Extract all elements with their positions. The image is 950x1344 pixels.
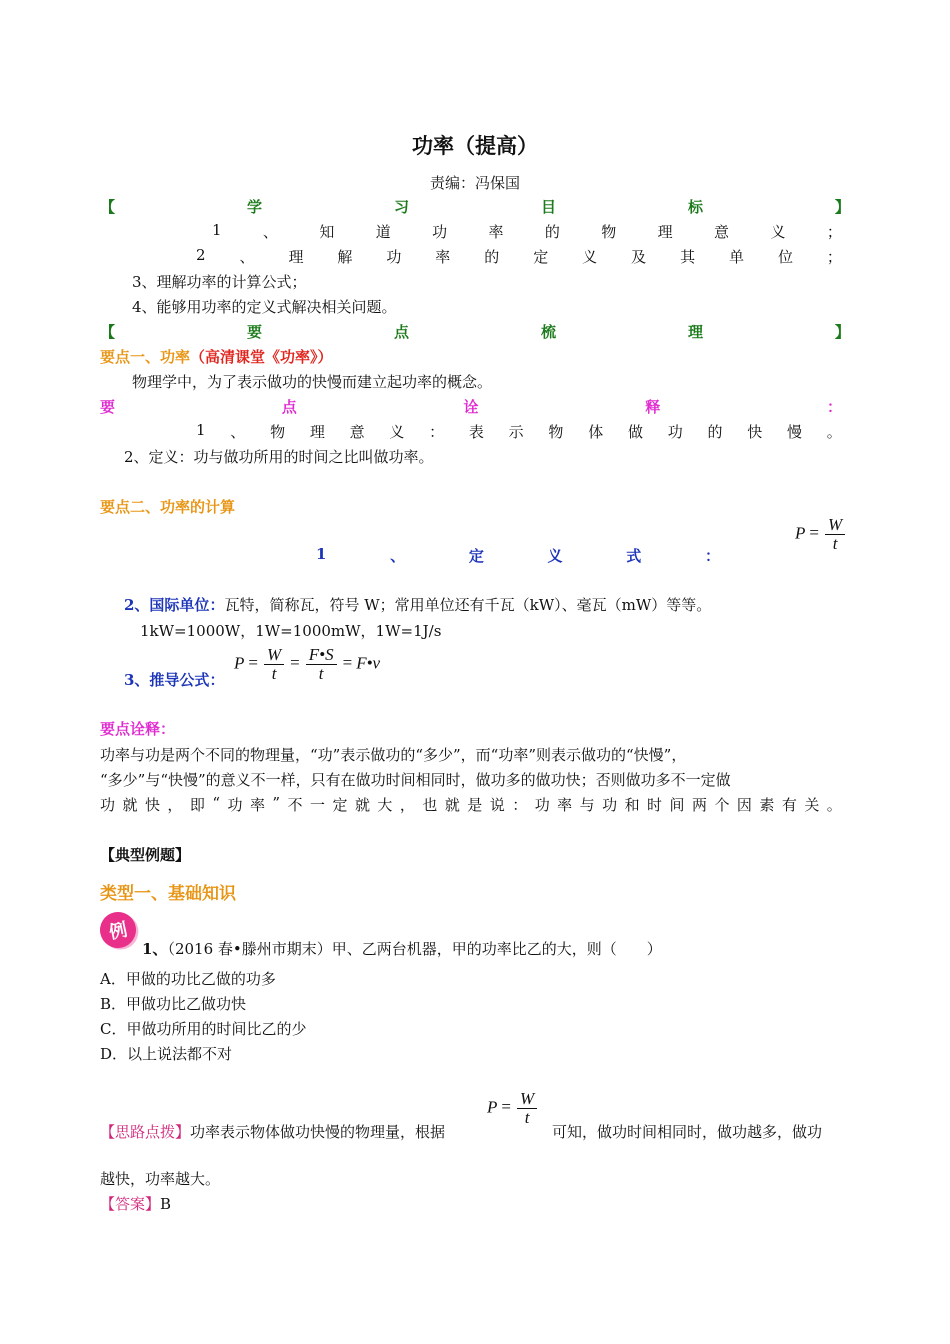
unit-conversion: 1kW=1000W，1W=1000mW，1W=1J/s	[140, 622, 442, 640]
objective-2: 2 、 理 解 功 率 的 定 义 及 其 单 位 ；	[196, 246, 842, 266]
option-c: C．甲做功所用的时间比乙的少	[100, 1020, 307, 1038]
explain-2-header: 要点诠释：	[100, 720, 176, 738]
explain-header: 要 点 诠 释 ：	[100, 398, 842, 416]
objective-3: 3、理解功率的计算公式；	[132, 273, 307, 291]
keypoints-header: 【 要 点 梳 理 】	[100, 323, 850, 341]
type-1-title: 类型一、基础知识	[100, 884, 236, 904]
analysis-line-1: 【思路点拨】功率表示物体做功快慢的物理量，根据	[100, 1123, 446, 1141]
page-title: 功率（提高）	[412, 134, 538, 158]
keypoint-1-intro: 物理学中，为了表示做功的快慢而建立起功率的概念。	[132, 373, 493, 391]
analysis-line-2: 越快，功率越大。	[100, 1170, 221, 1188]
editor-line: 责编：冯保国	[429, 174, 520, 192]
unit-line: 2、国际单位：瓦特，简称瓦，符号 W；常用单位还有千瓦（kW）、毫瓦（mW）等等。	[124, 596, 712, 614]
objective-1: 1 、 知 道 功 率 的 物 理 意 义 ；	[212, 221, 842, 241]
objective-4: 4、能够用功率的定义式解决相关问题。	[132, 298, 397, 316]
explain-2-line-1: 功率与功是两个不同的物理量，“功”表示做功的“多少”，而“功率”则表示做功的“快慢”，	[100, 746, 687, 764]
explain-2-line-3: 功 就 快 ， 即 “ 功 率 ” 不 一 定 就 大 ， 也 就 是 说 ： 功 率 与 功 和 时 间 两 个 因 素 有 关 。	[100, 794, 842, 814]
explain-2-line-2: “多少”与“快慢”的意义不一样，只有在做功时间相同时，做功多的做功快；否则做功多不一定做	[100, 771, 731, 789]
analysis-line-1b: 可知，做功时间相同时，做功越多，做功	[552, 1123, 823, 1141]
derived-formula: P = $\frac{W}{t}$ = $\frac{F•S}{t}$ = F•v	[234, 645, 381, 683]
definition-formula: P = $\frac{W}{t}$	[795, 516, 847, 553]
option-b: B．甲做功比乙做功快	[100, 995, 247, 1013]
analysis-formula: P = $\frac{W}{t}$	[487, 1090, 539, 1127]
keypoint-2-title: 要点二、功率的计算	[100, 498, 236, 516]
option-d: D．以上说法都不对	[100, 1045, 233, 1063]
objectives-header: 【 学 习 目 标 】	[100, 198, 850, 216]
keypoint-1-item-2: 2、定义：功与做功所用的时间之比叫做功率。	[124, 448, 434, 466]
answer-line: 【答案】B	[100, 1195, 172, 1213]
keypoint-1-item-1: 1 、 物 理 意 义 ： 表 示 物 体 做 功 的 快 慢 。	[196, 421, 842, 441]
examples-header: 【典型例题】	[100, 846, 191, 864]
keypoint-1-title: 要点一、功率（高清课堂《功率》）	[100, 348, 333, 366]
option-a: A．甲做的功比乙做的功多	[100, 970, 276, 988]
example-badge-icon: 例	[97, 909, 140, 952]
derived-formula-label: 3、推导公式：	[124, 671, 225, 689]
question-1: 1、（2016 春•滕州市期末）甲、乙两台机器，甲的功率比乙的大，则（ ）	[142, 940, 662, 958]
definition-formula-label: 1 、 定 义 式 ：	[316, 545, 720, 565]
